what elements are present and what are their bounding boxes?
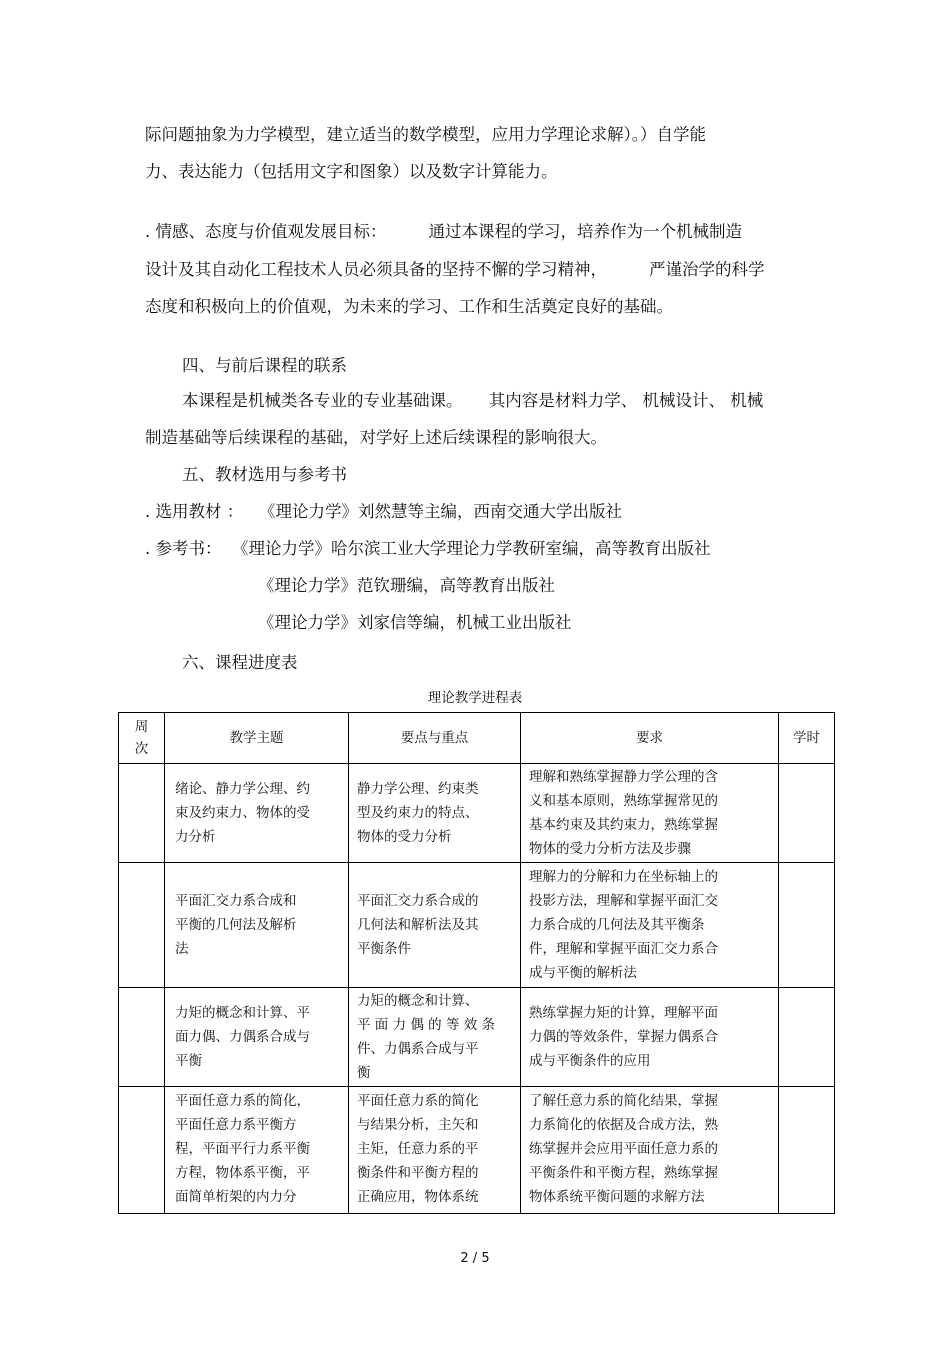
table-row (119, 1087, 835, 1214)
paragraph-line: 力、表达能力（包括用文字和图象）以及数字计算能力。 (145, 162, 558, 181)
cell-hours (779, 988, 835, 1087)
cell-week (119, 988, 165, 1087)
goal-line: . 情感、态度与价值观发展目标： 通过本课程的学习，培养作为一个机械制造 (145, 222, 742, 241)
table-row (119, 764, 835, 863)
section-heading: 六、课程进度表 (182, 653, 298, 672)
textbook-line: . 选用教材 ： 《理论力学》刘然慧等主编，西南交通大学出版社 (145, 502, 622, 521)
cell-points: 平面任意力系的简化 与结果分析，主矢和 主矩，任意力系的平 衡条件和平衡方程的 正确应用，物体系统 (349, 1087, 521, 1214)
reference-line: . 参考书： 《理论力学》哈尔滨工业大学理论力学教研室编，高等教育出版社 (145, 539, 711, 558)
cell-requirements: 理解力的分解和力在坐标轴上的 投影方法，理解和掌握平面汇交 力系合成的几何法及其平衡条 件，理解和掌握平面汇交力系合 成与平衡的解析法 (521, 863, 779, 988)
table-row (119, 988, 835, 1087)
goal-line: 态度和积极向上的价值观，为未来的学习、工作和生活奠定良好的基础。 (145, 297, 673, 316)
reference-line: 《理论力学》范钦珊编，高等教育出版社 (258, 576, 555, 595)
paragraph-line: 制造基础等后续课程的基础，对学好上述后续课程的影响很大。 (145, 428, 607, 447)
goal-line: 设计及其自动化工程技术人员必须具备的坚持不懈的学习精神， 严谨治学的科学 (145, 260, 765, 279)
paragraph-line: 本课程是机械类各专业的专业基础课。 其内容是材料力学、 机械设计、 机械 (182, 391, 764, 410)
cell-points: 平面汇交力系合成的 几何法和解析法及其 平衡条件 (349, 863, 521, 988)
table-row (119, 863, 835, 988)
cell-hours (779, 764, 835, 863)
cell-topic: 力矩的概念和计算、平 面力偶、力偶系合成与 平衡 (165, 988, 349, 1087)
cell-week (119, 1087, 165, 1214)
cell-week (119, 764, 165, 863)
table-title: 理论教学进程表 (427, 690, 523, 706)
cell-points: 静力学公理、约束类 型及约束力的特点、 物体的受力分析 (349, 764, 521, 863)
table-header-row (119, 713, 835, 764)
cell-points: 力矩的概念和计算、 平 面 力 偶 的 等 效 条 件、力偶系合成与平 衡 (349, 988, 521, 1087)
header-points: 要点与重点 (349, 713, 521, 764)
cell-week (119, 863, 165, 988)
cell-hours (779, 863, 835, 988)
cell-topic: 平面任意力系的简化， 平面任意力系平衡方 程，平面平行力系平衡 方程，物体系平衡，平 面简单桁架的内力分 (165, 1087, 349, 1214)
cell-requirements: 理解和熟练掌握静力学公理的含 义和基本原则，熟练掌握常见的 基本约束及其约束力，熟练掌握 物体的受力分析方法及步骤 (521, 764, 779, 863)
cell-requirements: 熟练掌握力矩的计算，理解平面 力偶的等效条件，掌握力偶系合 成与平衡条件的应用 (521, 988, 779, 1087)
cell-topic: 平面汇交力系合成和 平衡的几何法及解析 法 (165, 863, 349, 988)
page-number: 2 / 5 (460, 1251, 490, 1266)
section-heading: 五、教材选用与参考书 (182, 465, 347, 484)
header-hours: 学时 (779, 713, 835, 764)
paragraph-line: 际问题抽象为力学模型，建立适当的数学模型，应用力学理论求解）。）自学能 (145, 125, 706, 144)
section-heading: 四、与前后课程的联系 (182, 356, 347, 375)
cell-hours (779, 1087, 835, 1214)
cell-topic: 绪论、静力学公理、约 束及约束力、物体的受 力分析 (165, 764, 349, 863)
header-week: 周 次 (119, 713, 165, 764)
schedule-table (118, 712, 835, 1214)
header-requirements: 要求 (521, 713, 779, 764)
header-topic: 教学主题 (165, 713, 349, 764)
cell-requirements: 了解任意力系的简化结果，掌握 力系简化的依据及合成方法，熟 练掌握并会应用平面任意力系的 平衡条件和平衡方程，熟练掌握 物体系统平衡问题的求解方法 (521, 1087, 779, 1214)
reference-line: 《理论力学》刘家信等编，机械工业出版社 (258, 613, 572, 632)
